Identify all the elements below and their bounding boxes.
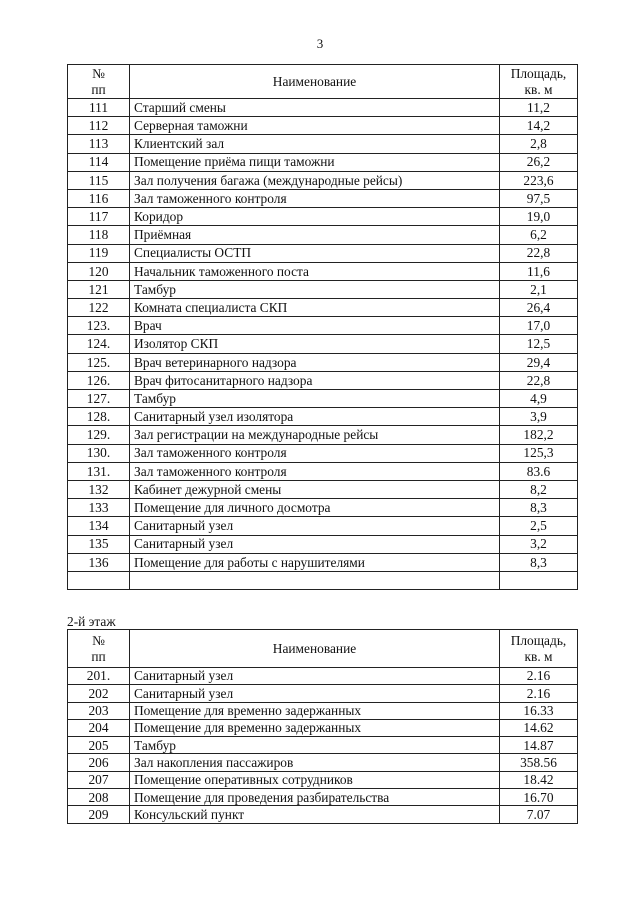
table-body xyxy=(68,668,578,824)
room-area: 6,2 xyxy=(500,226,578,244)
table-row xyxy=(68,426,578,444)
room-number: 207 xyxy=(68,771,130,788)
header-area xyxy=(500,630,578,668)
room-name: Кабинет дежурной смены xyxy=(130,480,500,498)
room-number: 135 xyxy=(68,535,130,553)
room-number: 121 xyxy=(68,280,130,298)
room-area: 8,2 xyxy=(500,480,578,498)
header-number-line2: пп xyxy=(91,648,106,664)
room-number: 116 xyxy=(68,189,130,207)
table-row xyxy=(68,685,578,702)
table-row xyxy=(68,668,578,685)
table-row xyxy=(68,135,578,153)
room-number: 111 xyxy=(68,99,130,117)
room-name: Консульский пункт xyxy=(130,806,500,823)
header-area-line2: кв. м xyxy=(524,648,553,664)
room-area: 4,9 xyxy=(500,390,578,408)
header-number xyxy=(68,630,130,668)
room-name: Тамбур xyxy=(130,280,500,298)
table-row xyxy=(68,806,578,823)
rooms-table-floor-2 xyxy=(67,629,578,824)
table-row xyxy=(68,280,578,298)
room-number: 120 xyxy=(68,262,130,280)
room-name: Старший смены xyxy=(130,99,500,117)
room-name: Помещение для временно задержанных xyxy=(130,719,500,736)
room-name xyxy=(130,571,500,589)
room-name: Специалисты ОСТП xyxy=(130,244,500,262)
room-area: 7.07 xyxy=(500,806,578,823)
room-number: 114 xyxy=(68,153,130,171)
room-name: Помещение для работы с нарушителями xyxy=(130,553,500,571)
table-body xyxy=(68,99,578,590)
room-number: 127. xyxy=(68,390,130,408)
room-name: Начальник таможенного поста xyxy=(130,262,500,280)
table-row xyxy=(68,771,578,788)
table-row xyxy=(68,208,578,226)
room-name: Зал регистрации на международные рейсы xyxy=(130,426,500,444)
table-row xyxy=(68,719,578,736)
room-area: 14.62 xyxy=(500,719,578,736)
room-area: 358.56 xyxy=(500,754,578,771)
table-row xyxy=(68,153,578,171)
room-area: 2,8 xyxy=(500,135,578,153)
room-area: 125,3 xyxy=(500,444,578,462)
rooms-table-floor-1 xyxy=(67,64,578,590)
room-number: 113 xyxy=(68,135,130,153)
table-row xyxy=(68,262,578,280)
header-area-line2: кв. м xyxy=(524,81,553,97)
room-number: 136 xyxy=(68,553,130,571)
room-number: 124. xyxy=(68,335,130,353)
room-area: 182,2 xyxy=(500,426,578,444)
table-row xyxy=(68,444,578,462)
header-number xyxy=(68,65,130,99)
room-name: Санитарный узел xyxy=(130,668,500,685)
header-area-line1: Площадь, xyxy=(510,633,567,649)
room-area: 14.87 xyxy=(500,737,578,754)
room-name: Коридор xyxy=(130,208,500,226)
table-row xyxy=(68,244,578,262)
header-name: Наименование xyxy=(130,630,500,668)
header-number-line1: № xyxy=(92,66,105,82)
room-name: Зал накопления пассажиров xyxy=(130,754,500,771)
room-name: Зал таможенного контроля xyxy=(130,189,500,207)
room-name: Клиентский зал xyxy=(130,135,500,153)
room-area: 22,8 xyxy=(500,244,578,262)
room-area: 97,5 xyxy=(500,189,578,207)
room-number: 130. xyxy=(68,444,130,462)
room-number: 118 xyxy=(68,226,130,244)
table-row xyxy=(68,553,578,571)
table-row xyxy=(68,335,578,353)
room-area: 2,5 xyxy=(500,517,578,535)
room-name: Помещение оперативных сотрудников xyxy=(130,771,500,788)
table-row xyxy=(68,499,578,517)
floor-2-label: 2-й этаж xyxy=(67,614,116,629)
room-number: 125. xyxy=(68,353,130,371)
room-number: 133 xyxy=(68,499,130,517)
table-row xyxy=(68,117,578,135)
table-row xyxy=(68,371,578,389)
room-name: Зал таможенного контроля xyxy=(130,444,500,462)
table-row xyxy=(68,702,578,719)
table-row xyxy=(68,789,578,806)
room-name: Тамбур xyxy=(130,737,500,754)
room-name: Санитарный узел изолятора xyxy=(130,408,500,426)
room-number: 128. xyxy=(68,408,130,426)
room-number: 204 xyxy=(68,719,130,736)
room-number: 201. xyxy=(68,668,130,685)
room-name: Серверная таможни xyxy=(130,117,500,135)
header-area xyxy=(500,65,578,99)
table-row xyxy=(68,737,578,754)
room-area: 26,2 xyxy=(500,153,578,171)
room-area: 2.16 xyxy=(500,685,578,702)
room-number xyxy=(68,571,130,589)
header-name: Наименование xyxy=(130,65,500,99)
room-number: 117 xyxy=(68,208,130,226)
table-row xyxy=(68,171,578,189)
room-area: 8,3 xyxy=(500,553,578,571)
room-number: 126. xyxy=(68,371,130,389)
room-name: Изолятор СКП xyxy=(130,335,500,353)
table-header-row xyxy=(68,65,578,99)
header-number-line1: № xyxy=(92,633,105,649)
room-number: 206 xyxy=(68,754,130,771)
room-area: 22,8 xyxy=(500,371,578,389)
room-area: 83.6 xyxy=(500,462,578,480)
room-number: 132 xyxy=(68,480,130,498)
table-header-row xyxy=(68,630,578,668)
table-row xyxy=(68,390,578,408)
room-area: 3,9 xyxy=(500,408,578,426)
room-number: 112 xyxy=(68,117,130,135)
room-name: Приёмная xyxy=(130,226,500,244)
room-number: 209 xyxy=(68,806,130,823)
header-number-line2: пп xyxy=(91,81,106,97)
room-area: 16.33 xyxy=(500,702,578,719)
room-area xyxy=(500,571,578,589)
table-row xyxy=(68,189,578,207)
room-name: Зал таможенного контроля xyxy=(130,462,500,480)
room-area: 16.70 xyxy=(500,789,578,806)
room-area: 19,0 xyxy=(500,208,578,226)
room-name: Помещение для временно задержанных xyxy=(130,702,500,719)
table-row xyxy=(68,299,578,317)
table-row xyxy=(68,535,578,553)
room-area: 8,3 xyxy=(500,499,578,517)
table-row xyxy=(68,353,578,371)
room-name: Комната специалиста СКП xyxy=(130,299,500,317)
room-name: Санитарный узел xyxy=(130,535,500,553)
table-row xyxy=(68,571,578,589)
header-area-line1: Площадь, xyxy=(510,66,567,82)
room-area: 223,6 xyxy=(500,171,578,189)
room-number: 131. xyxy=(68,462,130,480)
room-name: Тамбур xyxy=(130,390,500,408)
room-area: 11,2 xyxy=(500,99,578,117)
table-row xyxy=(68,480,578,498)
room-number: 123. xyxy=(68,317,130,335)
table-row xyxy=(68,462,578,480)
room-name: Врач ветеринарного надзора xyxy=(130,353,500,371)
room-number: 115 xyxy=(68,171,130,189)
table-row xyxy=(68,408,578,426)
room-area: 2,1 xyxy=(500,280,578,298)
table-row xyxy=(68,317,578,335)
table-row xyxy=(68,754,578,771)
table-row xyxy=(68,226,578,244)
page-number: 3 xyxy=(316,36,324,51)
room-area: 18.42 xyxy=(500,771,578,788)
room-name: Помещение для проведения разбирательства xyxy=(130,789,500,806)
room-name: Санитарный узел xyxy=(130,517,500,535)
room-number: 129. xyxy=(68,426,130,444)
room-name: Врач xyxy=(130,317,500,335)
room-name: Помещение приёма пищи таможни xyxy=(130,153,500,171)
room-area: 2.16 xyxy=(500,668,578,685)
room-area: 3,2 xyxy=(500,535,578,553)
room-area: 29,4 xyxy=(500,353,578,371)
room-number: 208 xyxy=(68,789,130,806)
room-number: 134 xyxy=(68,517,130,535)
room-area: 14,2 xyxy=(500,117,578,135)
room-number: 119 xyxy=(68,244,130,262)
room-number: 203 xyxy=(68,702,130,719)
room-name: Санитарный узел xyxy=(130,685,500,702)
room-area: 17,0 xyxy=(500,317,578,335)
table-row xyxy=(68,99,578,117)
table-row xyxy=(68,517,578,535)
room-area: 12,5 xyxy=(500,335,578,353)
room-area: 26,4 xyxy=(500,299,578,317)
room-name: Врач фитосанитарного надзора xyxy=(130,371,500,389)
room-number: 205 xyxy=(68,737,130,754)
room-number: 202 xyxy=(68,685,130,702)
room-name: Помещение для личного досмотра xyxy=(130,499,500,517)
room-area: 11,6 xyxy=(500,262,578,280)
room-number: 122 xyxy=(68,299,130,317)
room-name: Зал получения багажа (международные рейсы) xyxy=(130,171,500,189)
